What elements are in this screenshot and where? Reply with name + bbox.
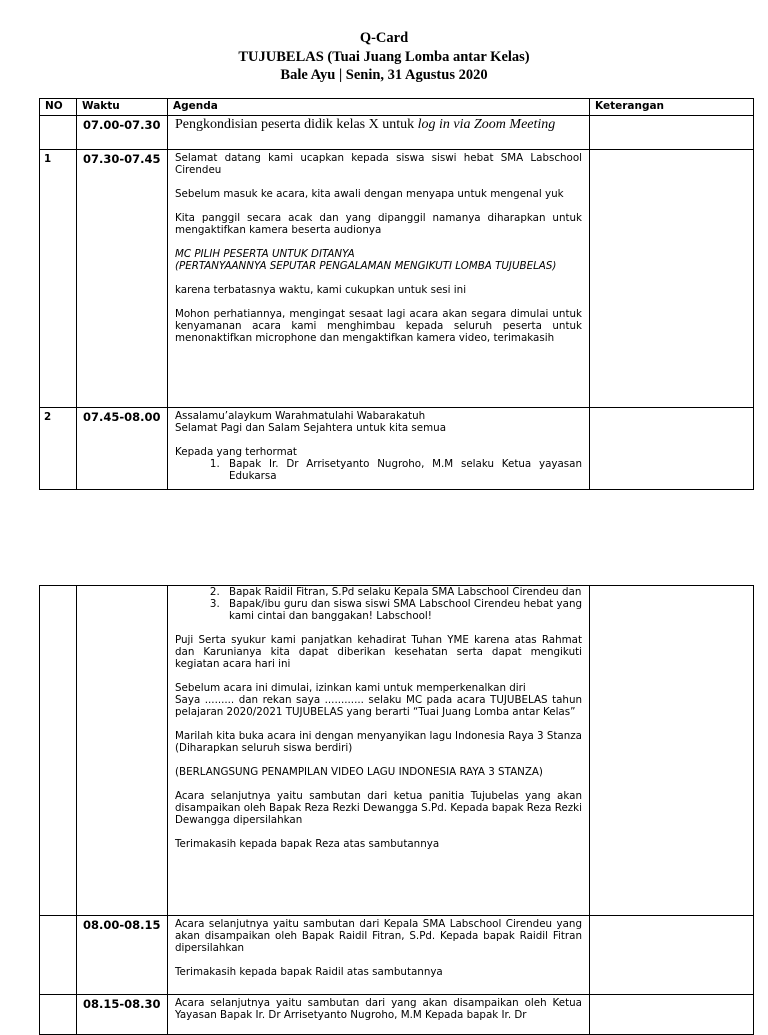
- col-agenda: Agenda: [168, 99, 590, 116]
- guest-list: [175, 458, 582, 482]
- row-agenda: [168, 916, 590, 995]
- agenda-paragraph: Sebelum acara ini dimulai, izinkan kami untuk memperkenalkan diri Saya ......... dan rekan saya ............ selaku MC pada acara TUJUBELAS tahun pelajaran 2020/2021 TUJUBELAS yang berarti “Tuai Juang Lomba antar Kelas”: [175, 682, 582, 718]
- row-keterangan: [590, 916, 754, 995]
- schedule-table-page2: [39, 585, 754, 1035]
- row-no: [40, 995, 77, 1035]
- list-item: 3. Bapak/ibu guru dan siswa siswi SMA Labschool Cirendeu hebat yang kami cintai dan banggakan! Labschool!: [223, 598, 582, 622]
- row-no: 1: [40, 150, 77, 408]
- row-time: 08.15-08.30: [77, 995, 168, 1035]
- row-keterangan: [590, 150, 754, 408]
- table-row: [40, 408, 754, 490]
- table-header-row: [40, 99, 754, 116]
- row-time: 07.30-07.45: [77, 150, 168, 408]
- agenda-paragraph: Terimakasih kepada bapak Raidil atas sambutannya: [175, 966, 443, 978]
- agenda-paragraph: Acara selanjutnya yaitu sambutan dari ketua panitia Tujubelas yang akan disampaikan oleh Bapak Reza Rezki Dewangga S.Pd. Kepada bapak Reza Rezki Dewangga dipersilahkan: [175, 790, 583, 826]
- row-no: 2: [40, 408, 77, 490]
- list-item: 2. Bapak Raidil Fitran, S.Pd selaku Kepala SMA Labschool Cirendeu dan: [223, 586, 582, 598]
- document-header: [0, 29, 768, 85]
- agenda-paragraph: Selamat datang kami ucapkan kepada siswa siswi hebat SMA Labschool Cirendeu: [175, 152, 582, 176]
- row-agenda: [168, 116, 590, 150]
- schedule-table-page1: [39, 98, 754, 490]
- col-keterangan: Keterangan: [590, 99, 754, 116]
- row-agenda: [168, 150, 590, 408]
- agenda-paragraph: Puji Serta syukur kami panjatkan kehadirat Tuhan YME karena atas Rahmat dan Karunianya kita dapat diberikan kesehatan serta dapat mengikuti kegiatan acara hari ini: [175, 634, 582, 670]
- agenda-text-italic: log in via Zoom Meeting: [417, 117, 556, 132]
- col-no: NO: [40, 99, 77, 116]
- agenda-paragraph: Sebelum masuk ke acara, kita awali dengan menyapa untuk mengenal yuk: [175, 188, 564, 200]
- agenda-paragraph: Kita panggil secara acak dan yang dipanggil namanya diharapkan untuk mengaktifkan kamera beserta audionya: [175, 212, 582, 236]
- row-no: [40, 586, 77, 916]
- table-row: [40, 995, 754, 1035]
- row-agenda: [168, 408, 590, 490]
- table-row: [40, 586, 754, 916]
- row-no: [40, 916, 77, 995]
- row-time: 07.00-07.30: [77, 116, 168, 150]
- row-keterangan: [590, 408, 754, 490]
- row-agenda: [168, 995, 590, 1035]
- agenda-paragraph: Acara selanjutnya yaitu sambutan dari Kepala SMA Labschool Cirendeu yang akan disampaikan oleh Bapak Raidil Fitran, S.Pd. Kepada bapak Raidil Fitran dipersilahkan: [175, 918, 582, 954]
- row-keterangan: [590, 995, 754, 1035]
- event-title: TUJUBELAS (Tuai Juang Lomba antar Kelas): [238, 48, 530, 65]
- agenda-paragraph: Kepada yang terhormat: [175, 446, 297, 458]
- row-no: [40, 116, 77, 150]
- agenda-paragraph: Acara selanjutnya yaitu sambutan dari yang akan disampaikan oleh Ketua Yayasan Bapak Ir. Dr Arrisetyanto Nugroho, M.M Kepada bapak Ir. Dr: [175, 997, 582, 1021]
- guest-list-continued: [175, 586, 582, 622]
- agenda-paragraph: MC PILIH PESERTA UNTUK DITANYA (PERTANYAANNYA SEPUTAR PENGALAMAN MENGIKUTI LOMBA TUJUBELAS): [175, 248, 557, 272]
- row-agenda: [168, 586, 590, 916]
- col-waktu: Waktu: [77, 99, 168, 116]
- agenda-paragraph: Assalamu’alaykum Warahmatulahi Wabarakatuh Selamat Pagi dan Salam Sejahtera untuk kita semua: [175, 410, 447, 434]
- row-keterangan: [590, 116, 754, 150]
- row-time: [77, 586, 168, 916]
- list-item: 1. Bapak Ir. Dr Arrisetyanto Nugroho, M.M selaku Ketua yayasan Edukarsa: [223, 458, 582, 482]
- table-row: [40, 916, 754, 995]
- agenda-paragraph: (BERLANGSUNG PENAMPILAN VIDEO LAGU INDONESIA RAYA 3 STANZA): [175, 766, 543, 778]
- agenda-text-plain: Pengkondisian peserta didik kelas X untuk: [175, 117, 418, 132]
- table-row: [40, 150, 754, 408]
- row-time: 07.45-08.00: [77, 408, 168, 490]
- table-row: [40, 116, 754, 150]
- agenda-paragraph: Terimakasih kepada bapak Reza atas sambutannya: [175, 838, 440, 850]
- row-time: 08.00-08.15: [77, 916, 168, 995]
- agenda-paragraph: Mohon perhatiannya, mengingat sesaat lagi acara akan segara dimulai untuk kenyamanan acara kami menghimbau kepada seluruh peserta untuk menonaktifkan microphone dan mengaktifkan kamera video, terimakasih: [175, 308, 582, 344]
- agenda-text: [175, 116, 582, 133]
- agenda-paragraph: Marilah kita buka acara ini dengan menyanyikan lagu Indonesia Raya 3 Stanza (Diharapkan seluruh siswa berdiri): [175, 730, 582, 754]
- row-keterangan: [590, 586, 754, 916]
- doc-title: Q-Card: [359, 30, 409, 46]
- event-location-date: Bale Ayu | Senin, 31 Agustus 2020: [280, 67, 488, 83]
- agenda-paragraph: karena terbatasnya waktu, kami cukupkan untuk sesi ini: [175, 284, 467, 296]
